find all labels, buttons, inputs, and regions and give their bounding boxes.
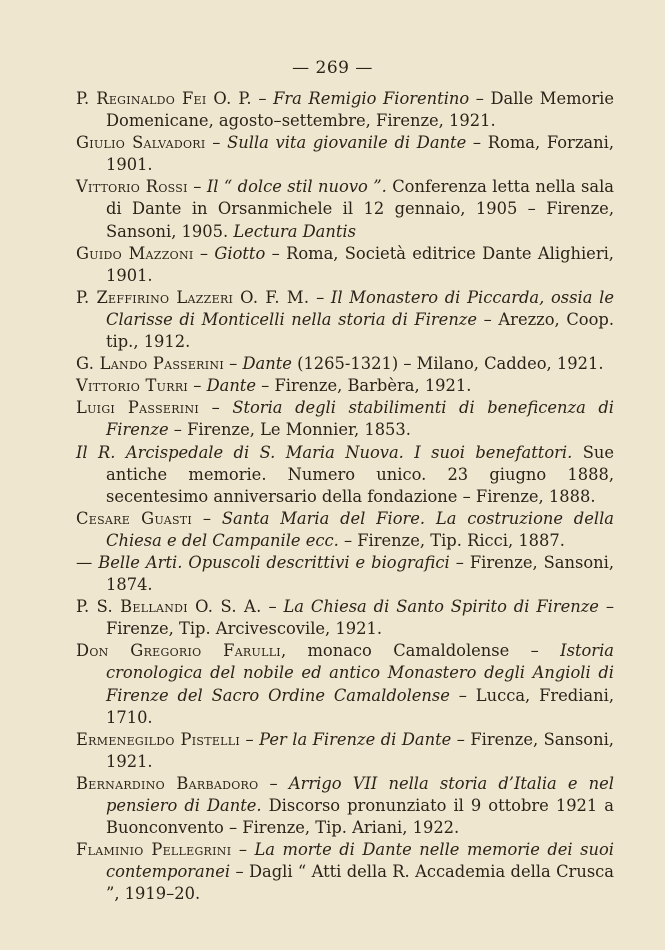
bibliography-entry bbox=[76, 132, 614, 176]
entry-separator: – bbox=[309, 287, 331, 307]
entry-title: La morte di Dante nelle memorie dei suoi contemporanei bbox=[106, 840, 614, 882]
entry-title: Dante bbox=[206, 376, 256, 396]
entry-title: Dante bbox=[242, 354, 292, 374]
entry-publication: – Firenze, Tip. Ricci, 1887. bbox=[338, 530, 565, 550]
page-number: — 269 — bbox=[292, 58, 373, 78]
bibliography-entry bbox=[76, 176, 614, 242]
entry-author: Bernardino Barbadoro bbox=[76, 773, 259, 793]
entry-separator: – bbox=[251, 89, 274, 108]
entry-separator: , monaco Camaldolense – bbox=[280, 641, 561, 661]
entry-separator: – bbox=[231, 840, 255, 860]
entry-publication: Conferenza letta nella sala di Dante in Orsanmichele il 12 gennaio, 1905 – Firenze, Sansoni, 1905. bbox=[106, 177, 614, 241]
bibliography-entry bbox=[76, 839, 614, 905]
entry-separator: – bbox=[187, 177, 207, 197]
entry-author: Guido Mazzoni bbox=[76, 243, 194, 263]
entry-author: P. Zeffirino Lazzeri O. F. M. bbox=[76, 287, 310, 307]
bibliography-entry bbox=[76, 287, 614, 353]
entry-publication: – Dalle Memorie Domenicane, agosto–settembre, Firenze, 1921. bbox=[106, 89, 614, 131]
entry-separator: – bbox=[240, 729, 260, 749]
entry-title: Istoria cronologica del nobile ed antico Monastero degli Angioli di Firenze del Sacro Ordine Camaldolense bbox=[106, 641, 614, 705]
bibliography-entry bbox=[76, 773, 614, 839]
bibliography-entry bbox=[76, 596, 614, 640]
entry-publication: (1265-1321) – Milano, Caddeo, 1921. bbox=[291, 354, 604, 374]
bibliography-list bbox=[76, 88, 614, 905]
bibliography-entry bbox=[76, 552, 614, 596]
bibliography-entry bbox=[76, 442, 614, 508]
entry-separator: — bbox=[76, 552, 99, 572]
entry-publication: Sue antiche memorie. Numero unico. 23 giugno 1888, secentesimo anniversario della fondazione – Firenze, 1888. bbox=[106, 442, 614, 506]
entry-title: Fra Remigio Fiorentino bbox=[273, 89, 470, 108]
entry-publication: – Firenze, Barbèra, 1921. bbox=[256, 376, 472, 396]
entry-title: Il Monastero di Piccarda, ossia le Clarisse di Monticelli nella storia di Firenze bbox=[106, 287, 614, 329]
entry-author: P. Reginaldo Fei O. P. bbox=[76, 89, 252, 108]
entry-separator: – bbox=[223, 354, 243, 374]
entry-title: Giotto bbox=[214, 243, 266, 263]
bibliography-entry bbox=[76, 640, 614, 728]
entry-author: Cesare Guasti bbox=[76, 508, 193, 528]
entry-author: P. S. Bellandi O. S. A. bbox=[76, 597, 262, 617]
entry-title: Storia degli stabilimenti di beneficenza di Firenze bbox=[106, 398, 615, 440]
entry-title: Santa Maria del Fiore. La costruzione della Chiesa e del Campanile ecc. bbox=[106, 508, 614, 550]
entry-publication: – Firenze, Le Monnier, 1853. bbox=[168, 420, 411, 440]
bibliography-entry bbox=[76, 729, 614, 773]
entry-author: Giulio Salvadori bbox=[76, 133, 206, 153]
entry-publication: – Arezzo, Coop. tip., 1912. bbox=[106, 309, 614, 352]
entry-separator: – bbox=[258, 773, 289, 793]
entry-title-secondary: Lectura Dantis bbox=[233, 221, 356, 241]
bibliography-entry bbox=[76, 243, 614, 287]
entry-author: Flaminio Pellegrini bbox=[76, 840, 232, 860]
entry-publication: – Lucca, Frediani, 1710. bbox=[106, 685, 614, 727]
entry-publication: Discorso pronunziato il 9 ottobre 1921 a Buonconvento – Firenze, Tip. Ariani, 1922. bbox=[106, 796, 615, 838]
bibliography-entry bbox=[76, 397, 614, 441]
bibliography-entry bbox=[76, 375, 614, 397]
entry-separator: – bbox=[261, 597, 284, 617]
bibliography-entry bbox=[76, 88, 614, 132]
entry-publication: – Roma, Forzani, 1901. bbox=[106, 133, 614, 175]
entry-author: Vittorio Turri bbox=[76, 376, 189, 396]
entry-title: Belle Arti. Opuscoli descrittivi e biografici bbox=[98, 552, 450, 572]
bibliography-entry bbox=[76, 353, 614, 375]
entry-separator: – bbox=[188, 376, 207, 396]
entry-title: Per la Firenze di Dante bbox=[259, 729, 452, 749]
entry-author: Luigi Passerini bbox=[76, 398, 200, 418]
entry-title: La Chiesa di Santo Spirito di Firenze bbox=[283, 597, 599, 617]
entry-title: Arrigo VII nella storia d’Italia e nel pensiero di Dante. bbox=[106, 773, 614, 815]
entry-author: Don Gregorio Farulli bbox=[76, 641, 281, 661]
entry-separator: – bbox=[199, 398, 233, 418]
entry-publication: – Firenze, Tip. Arcivescovile, 1921. bbox=[106, 597, 614, 639]
entry-publication: – Dagli “ Atti della R. Accademia della Crusca ”, 1919–20. bbox=[106, 862, 614, 904]
entry-author: Ermenegildo Pistelli bbox=[76, 729, 241, 749]
entry-title: Il “ dolce stil nuovo ”. bbox=[206, 177, 387, 197]
entry-title: Sulla vita giovanile di Dante bbox=[227, 133, 467, 153]
entry-publication: – Firenze, Sansoni, 1921. bbox=[106, 729, 614, 771]
entry-author: Vittorio Rossi bbox=[76, 177, 188, 197]
bibliography-entry bbox=[76, 508, 614, 552]
entry-publication: – Firenze, Sansoni, 1874. bbox=[106, 552, 614, 595]
entry-separator: – bbox=[192, 508, 222, 528]
entry-publication: – Roma, Società editrice Dante Alighieri, 1901. bbox=[106, 243, 614, 285]
entry-separator: – bbox=[193, 243, 215, 263]
entry-author: G. Lando Passerini bbox=[76, 354, 224, 374]
entry-separator: – bbox=[205, 133, 228, 153]
entry-title: Il R. Arcispedale di S. Maria Nuova. I suoi benefattori. bbox=[76, 442, 573, 462]
